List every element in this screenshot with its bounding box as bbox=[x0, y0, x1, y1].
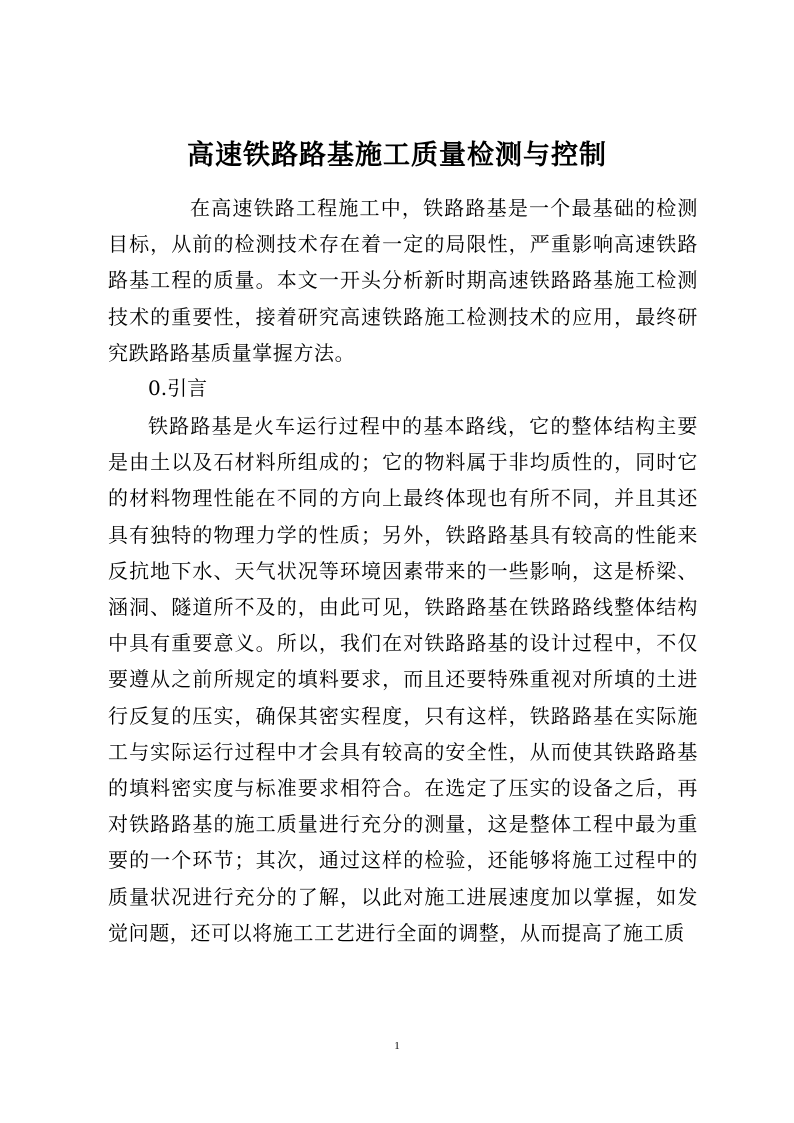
section-heading: 0.引言 bbox=[148, 376, 208, 400]
abstract-paragraph: 在高速铁路工程施工中，铁路路基是一个最基础的检测目标，从前的检测技术存在着一定的局限性，严重影响高速铁路路基工程的质量。本文一开头分析新时期高速铁路路基施工检测技术的重要性，接着研究高速铁路施工检测技术的应用，最终研究跌路路基质量掌握方法。 bbox=[108, 196, 698, 365]
page-number: 1 bbox=[394, 1040, 400, 1052]
body-paragraph: 铁路路基是火车运行过程中的基本路线，它的整体结构主要是由土以及石材料所组成的；它的物料属于非均质性的，同时它的材料物理性能在不同的方向上最终体现也有所不同，并且其还具有独特的物理力学的性质；另外，铁路路基具有较高的性能来反抗地下水、天气状况等环境因素带来的一些影响，这是桥梁、涵洞、隧道所不及的，由此可见，铁路路基在铁路路线整体结构中具有重要意义。所以，我们在对铁路路基的设计过程中，不仅要遵从之前所规定的填料要求，而且还要特殊重视对所填的土进行反复的压实，确保其密实程度，只有这样，铁路路基在实际施工与实际运行过程中才会具有较高的安全性，从而使其铁路路基的填料密实度与标准要求相符合。在选定了压实的设备之后，再对铁路路基的施工质量进行充分的测量，这是整体工程中最为重要的一个环节；其次，通过这样的检验，还能够将施工过程中的质量状况进行充分的了解，以此对施工进展速度加以掌握，如发觉问题，还可以将施工工艺进行全面的调整，从而提高了施工质 bbox=[108, 414, 698, 945]
document-title: 高速铁路路基施工质量检测与控制 bbox=[187, 140, 607, 171]
